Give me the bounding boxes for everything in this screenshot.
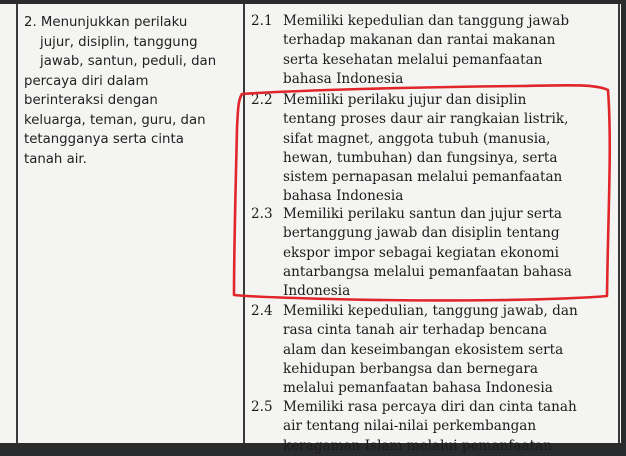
indicator-line: Memiliki kepedulian, tanggung jawab, dan — [283, 303, 578, 319]
indicator-line: keragaman Islam melalui pemanfaatan — [283, 437, 552, 454]
competency-line: jawab, santun, peduli, dan — [40, 54, 217, 69]
competency-line: percaya diri dalam — [24, 73, 149, 89]
indicator-line: ekspor impor sebagai kegiatan ekonomi — [283, 244, 559, 261]
indicator-number: 2.2 — [251, 92, 273, 108]
indicator-line: bahasa Indonesia — [283, 70, 404, 87]
competency-number: 2. — [24, 15, 37, 30]
indicator-line: Memiliki perilaku jujur dan disiplin — [283, 92, 527, 108]
indicator-line: Memiliki perilaku santun dan jujur serta — [283, 206, 563, 222]
indicator-number: 2.1 — [251, 13, 273, 29]
competency-line: berinteraksi dengan — [24, 93, 158, 108]
competency-line: jujur, disiplin, tanggung — [40, 34, 198, 50]
competency-line: keluarga, teman, guru, dan — [24, 112, 206, 128]
indicator-line: antarbangsa melalui pemanfaatan bahasa — [283, 263, 572, 280]
indicator-line: hewan, tumbuhan) dan fungsinya, serta — [283, 149, 558, 166]
indicator-line: Memiliki kepedulian dan tanggung jawab — [283, 13, 570, 29]
indicator-number: 2.3 — [251, 206, 273, 222]
competency-column — [24, 13, 244, 169]
table-right-border — [618, 4, 620, 443]
indicator-line: sifat magnet, anggota tubuh (manusia, — [283, 130, 551, 147]
indicator-line: rasa cinta tanah air terhadap bencana — [283, 322, 548, 339]
indicator-line: serta kesehatan melalui pemanfaatan — [283, 51, 543, 68]
indicator-number: 2.5 — [251, 399, 273, 415]
indicator-line: bahasa Indonesia — [283, 188, 404, 205]
indicator-line: air tentang nilai-nilai perkembangan — [283, 418, 537, 435]
indicator-line: bertanggung jawab dan disiplin tentang — [283, 225, 560, 242]
document-page — [0, 4, 621, 454]
indicator-line: tentang proses daur air rangkaian listrik, — [283, 111, 569, 128]
competency-line: tetangganya serta cinta — [24, 132, 184, 147]
indicator-number: 2.4 — [251, 303, 273, 319]
competency-line: Menunjukkan perilaku — [40, 15, 188, 30]
indicator-line: Indonesia — [283, 283, 351, 300]
indicator-line: sistem pernapasan melalui pemanfaatan — [283, 169, 563, 186]
indicator-line: kehidupan berbangsa dan bernegara — [283, 360, 538, 377]
indicator-line: terhadap makanan dan rantai makanan — [283, 32, 556, 49]
indicator-line: Memiliki rasa percaya diri dan cinta tanah — [283, 399, 577, 415]
table-left-border — [16, 4, 18, 443]
competency-line: tanah air. — [24, 151, 87, 167]
indicator-line: melalui pemanfaatan bahasa Indonesia — [283, 380, 553, 397]
indicator-line: alam dan keseimbangan ekosistem serta — [283, 341, 564, 358]
